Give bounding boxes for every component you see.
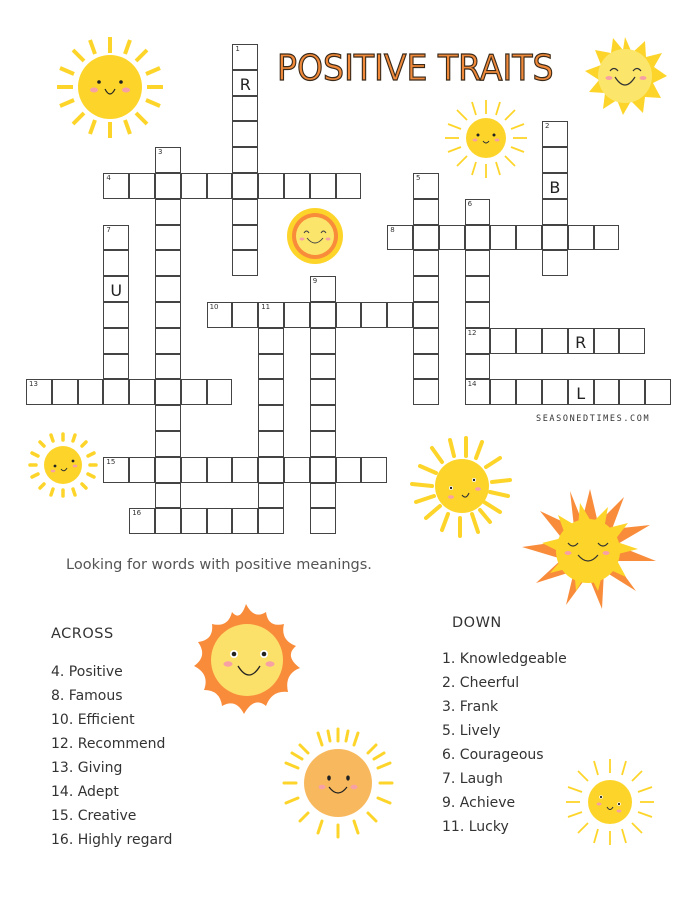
grid-cell[interactable] xyxy=(619,328,645,354)
grid-cell[interactable] xyxy=(155,276,181,302)
grid-cell[interactable] xyxy=(155,302,181,328)
across-heading: ACROSS xyxy=(51,626,114,642)
grid-cell[interactable] xyxy=(155,483,181,509)
given-letter: R xyxy=(575,332,587,352)
grid-cell[interactable] xyxy=(103,354,129,380)
grid-cell[interactable] xyxy=(542,121,568,147)
grid-cell[interactable] xyxy=(490,328,516,354)
grid-cell[interactable] xyxy=(181,379,207,405)
clue-number: 14 xyxy=(467,380,477,389)
grid-cell[interactable] xyxy=(516,225,542,251)
grid-cell[interactable] xyxy=(310,457,336,483)
grid-cell[interactable] xyxy=(413,225,439,251)
grid-cell[interactable] xyxy=(516,328,542,354)
clue-across: 16. Highly regard xyxy=(51,832,173,848)
grid-cell[interactable] xyxy=(232,508,258,534)
grid-cell[interactable] xyxy=(413,328,439,354)
grid-cell[interactable] xyxy=(232,121,258,147)
grid-cell[interactable] xyxy=(465,379,491,405)
grid-cell[interactable] xyxy=(103,328,129,354)
grid-cell[interactable] xyxy=(465,250,491,276)
grid-cell[interactable] xyxy=(232,457,258,483)
clue-down: 7. Laugh xyxy=(442,771,503,787)
grid-cell[interactable] xyxy=(232,225,258,251)
grid-cell[interactable] xyxy=(542,225,568,251)
grid-cell[interactable] xyxy=(26,379,52,405)
grid-cell[interactable] xyxy=(310,173,336,199)
grid-cell[interactable] xyxy=(336,302,362,328)
across-clues xyxy=(51,660,172,852)
sun-icon-peach xyxy=(280,727,398,839)
grid-cell[interactable] xyxy=(207,508,233,534)
grid-cell[interactable] xyxy=(490,379,516,405)
grid-cell[interactable] xyxy=(181,173,207,199)
given-letter: R xyxy=(239,74,251,94)
grid-cell[interactable] xyxy=(155,354,181,380)
grid-cell[interactable] xyxy=(232,96,258,122)
grid-cell[interactable] xyxy=(232,70,258,96)
grid-cell[interactable] xyxy=(103,457,129,483)
grid-cell[interactable] xyxy=(207,302,233,328)
grid-cell[interactable] xyxy=(258,483,284,509)
grid-cell[interactable] xyxy=(594,225,620,251)
clue-across: 15. Creative xyxy=(51,808,137,824)
grid-cell[interactable] xyxy=(155,173,181,199)
grid-cell[interactable] xyxy=(129,379,155,405)
sun-icon-orange-wavy xyxy=(188,602,306,720)
grid-cell[interactable] xyxy=(594,328,620,354)
clue-down: 9. Achieve xyxy=(442,795,516,811)
grid-cell[interactable] xyxy=(284,173,310,199)
grid-cell[interactable] xyxy=(413,250,439,276)
clue-number: 8 xyxy=(390,225,395,234)
grid-cell[interactable] xyxy=(413,354,439,380)
clue-number: 4 xyxy=(106,174,111,182)
grid-cell[interactable] xyxy=(413,302,439,328)
grid-cell[interactable] xyxy=(361,457,387,483)
clue-down: 5. Lively xyxy=(442,723,501,739)
grid-cell[interactable] xyxy=(542,173,568,199)
clue-number: 7 xyxy=(106,225,111,234)
grid-cell[interactable] xyxy=(413,173,439,199)
given-letter: B xyxy=(549,178,561,197)
grid-cell[interactable] xyxy=(568,379,594,405)
grid-cell[interactable] xyxy=(387,225,413,251)
grid-cell[interactable] xyxy=(284,457,310,483)
clue-across: 13. Giving xyxy=(51,760,123,776)
clue-number: 10 xyxy=(209,303,219,311)
grid-cell[interactable] xyxy=(155,250,181,276)
grid-cell[interactable] xyxy=(258,379,284,405)
grid-cell[interactable] xyxy=(103,302,129,328)
clue-down: 2. Cheerful xyxy=(442,675,520,691)
clue-number: 5 xyxy=(416,174,421,182)
grid-cell[interactable] xyxy=(155,147,181,173)
grid-cell[interactable] xyxy=(207,379,233,405)
grid-cell[interactable] xyxy=(232,302,258,328)
grid-cell[interactable] xyxy=(310,276,336,302)
grid-cell[interactable] xyxy=(181,457,207,483)
grid-cell[interactable] xyxy=(258,328,284,354)
grid-cell[interactable] xyxy=(336,457,362,483)
sun-icon-bottom-right xyxy=(562,757,657,847)
clue-down: 11. Lucky xyxy=(442,819,509,835)
grid-cell[interactable] xyxy=(310,405,336,431)
grid-cell[interactable] xyxy=(155,225,181,251)
grid-cell[interactable] xyxy=(310,431,336,457)
grid-cell[interactable] xyxy=(490,225,516,251)
grid-cell[interactable] xyxy=(232,250,258,276)
grid-cell[interactable] xyxy=(413,379,439,405)
grid-cell[interactable] xyxy=(78,379,104,405)
grid-cell[interactable] xyxy=(232,147,258,173)
grid-cell[interactable] xyxy=(413,276,439,302)
grid-cell[interactable] xyxy=(232,199,258,225)
grid-cell[interactable] xyxy=(542,147,568,173)
grid-cell[interactable] xyxy=(258,457,284,483)
clue-down: 1. Knowledgeable xyxy=(442,651,567,667)
grid-cell[interactable] xyxy=(594,379,620,405)
puzzle-subtitle: Looking for words with positive meanings. xyxy=(66,557,372,573)
clue-across: 12. Recommend xyxy=(51,736,166,752)
grid-cell[interactable] xyxy=(619,379,645,405)
grid-cell[interactable] xyxy=(542,250,568,276)
clue-across: 4. Positive xyxy=(51,664,123,680)
grid-cell[interactable] xyxy=(155,508,181,534)
grid-cell[interactable] xyxy=(258,431,284,457)
clue-number: 3 xyxy=(158,148,163,157)
clue-number: 16 xyxy=(132,509,142,518)
grid-cell[interactable] xyxy=(542,199,568,225)
grid-cell[interactable] xyxy=(284,302,310,328)
grid-cell[interactable] xyxy=(232,173,258,199)
grid-cell[interactable] xyxy=(129,508,155,534)
given-letter: U xyxy=(110,281,123,301)
grid-cell[interactable] xyxy=(465,225,491,251)
grid-cell[interactable] xyxy=(103,225,129,251)
grid-cell[interactable] xyxy=(103,379,129,405)
grid-cell[interactable] xyxy=(542,328,568,354)
grid-cell[interactable] xyxy=(155,379,181,405)
grid-cell[interactable] xyxy=(310,328,336,354)
clue-across: 14. Adept xyxy=(51,784,119,800)
grid-cell[interactable] xyxy=(155,328,181,354)
grid-cell[interactable] xyxy=(387,302,413,328)
grid-cell[interactable] xyxy=(465,354,491,380)
grid-cell[interactable] xyxy=(310,302,336,328)
grid-cell[interactable] xyxy=(207,457,233,483)
clue-number: 1 xyxy=(235,45,240,53)
grid-cell[interactable] xyxy=(258,173,284,199)
grid-cell[interactable] xyxy=(465,302,491,328)
clue-number: 9 xyxy=(312,277,318,286)
grid-cell[interactable] xyxy=(129,457,155,483)
clue-down: 3. Frank xyxy=(442,699,499,715)
clue-number: 11 xyxy=(261,303,271,311)
clue-down: 6. Courageous xyxy=(442,747,544,763)
grid-cell[interactable] xyxy=(258,508,284,534)
grid-cell[interactable] xyxy=(155,457,181,483)
grid-cell[interactable] xyxy=(207,173,233,199)
grid-cell[interactable] xyxy=(439,225,465,251)
grid-cell[interactable] xyxy=(310,379,336,405)
grid-cell[interactable] xyxy=(568,225,594,251)
grid-cell[interactable] xyxy=(361,302,387,328)
grid-cell[interactable] xyxy=(568,328,594,354)
grid-cell[interactable] xyxy=(103,276,129,302)
clue-number: 13 xyxy=(29,380,38,389)
given-letter: L xyxy=(576,384,586,404)
down-heading: DOWN xyxy=(452,615,502,631)
clue-number: 2 xyxy=(545,122,550,131)
grid-cell[interactable] xyxy=(310,483,336,509)
page-title: POSITIVE TRAITS xyxy=(277,48,554,89)
clue-number: 15 xyxy=(106,457,116,466)
grid-cell[interactable] xyxy=(103,173,129,199)
grid-cell[interactable] xyxy=(310,354,336,380)
grid-cell[interactable] xyxy=(103,250,129,276)
grid-cell[interactable] xyxy=(465,276,491,302)
grid-cell[interactable] xyxy=(413,199,439,225)
grid-cell[interactable] xyxy=(310,508,336,534)
grid-cell[interactable] xyxy=(336,173,362,199)
grid-cell[interactable] xyxy=(465,199,491,225)
grid-cell[interactable] xyxy=(258,405,284,431)
grid-cell[interactable] xyxy=(542,379,568,405)
clue-across: 10. Efficient xyxy=(51,712,135,728)
clue-number: 6 xyxy=(467,199,473,208)
down-clues xyxy=(442,647,567,839)
grid-cell[interactable] xyxy=(155,431,181,457)
grid-cell[interactable] xyxy=(155,199,181,225)
clue-across: 8. Famous xyxy=(51,688,123,704)
grid-cell[interactable] xyxy=(516,379,542,405)
clue-number: 12 xyxy=(467,328,477,337)
grid-cell[interactable] xyxy=(258,302,284,328)
grid-cell[interactable] xyxy=(129,173,155,199)
grid-cell[interactable] xyxy=(155,405,181,431)
grid-cell[interactable] xyxy=(258,354,284,380)
grid-cell[interactable] xyxy=(645,379,671,405)
grid-cell[interactable] xyxy=(465,328,491,354)
grid-cell[interactable] xyxy=(181,508,207,534)
grid-cell[interactable] xyxy=(232,44,258,70)
grid-cell[interactable] xyxy=(52,379,78,405)
site-credit: SEASONEDTIMES.COM xyxy=(536,414,651,424)
